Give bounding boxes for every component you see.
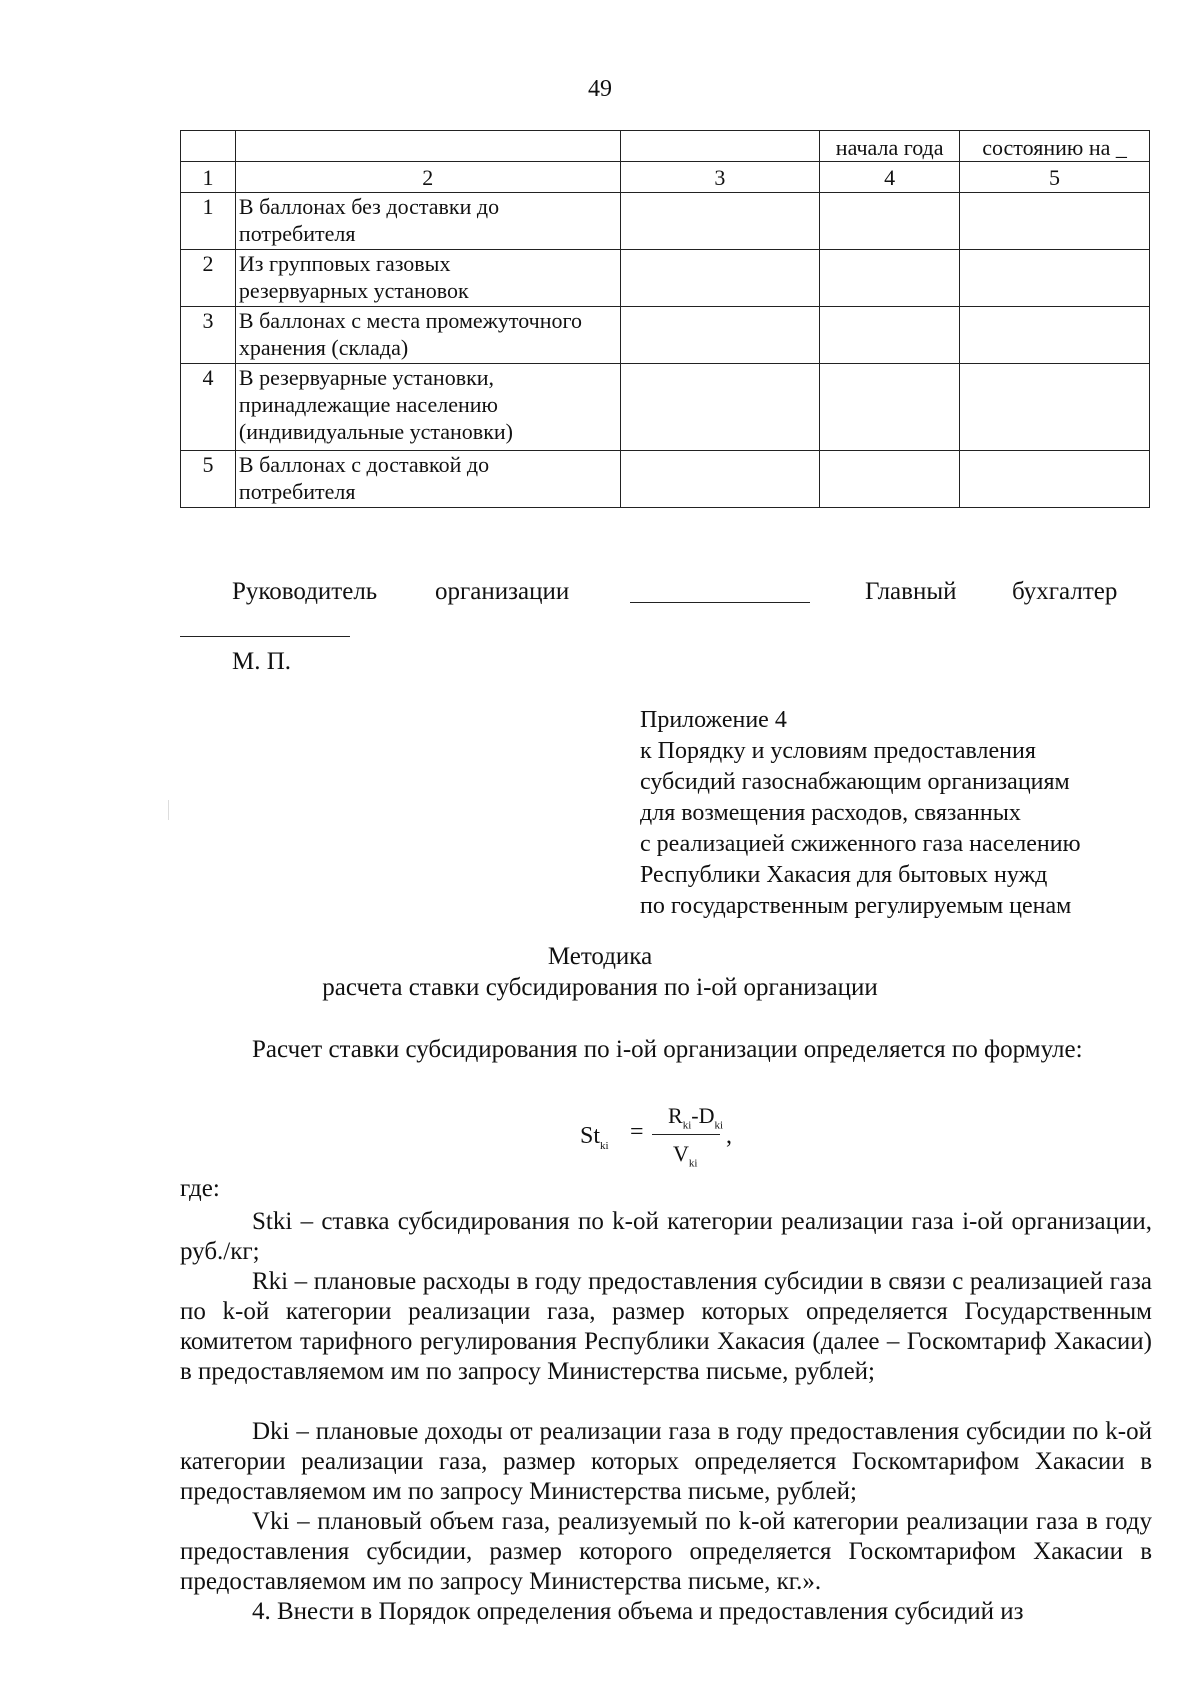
table-cell xyxy=(620,131,820,162)
table-cell: 5 xyxy=(960,162,1150,193)
table-cell: 2 xyxy=(235,162,620,193)
label-line: потребителя xyxy=(238,221,356,246)
signature-line xyxy=(180,636,350,637)
label-line: В резервуарные установки, xyxy=(238,365,495,390)
formula-symbol: D xyxy=(698,1103,715,1128)
where-label: где: xyxy=(180,1175,220,1202)
method-subtitle: расчета ставки субсидирования по i-ой организации xyxy=(322,974,878,1001)
label-line: Из групповых газовых xyxy=(238,251,451,276)
definition-text: Dki – плановые доходы от реализации газа в году предоставления субсидии по k-ой категории реализации газа, размер которых определяется Госкомтарифом Хакасии в предоставляемом им по запросу Министерства письме, рублей; xyxy=(180,1418,1152,1505)
page-number: 49 xyxy=(588,76,612,102)
formula-symbol: R xyxy=(668,1103,683,1128)
formula-denominator xyxy=(673,1141,697,1169)
appendix-line: по государственным регулируемым ценам xyxy=(640,893,1072,919)
row-number: 4 xyxy=(181,364,236,451)
intro-text: Расчет ставки субсидирования по i-ой организации определяется по формуле: xyxy=(252,1036,1083,1063)
table-row xyxy=(181,451,1150,508)
row-label xyxy=(235,193,620,250)
empty-cell xyxy=(820,250,960,307)
empty-cell xyxy=(820,193,960,250)
formula-subscript: ki xyxy=(714,1119,724,1132)
formula-subscript: ki xyxy=(682,1119,692,1132)
row-number: 5 xyxy=(181,451,236,508)
fraction-bar xyxy=(652,1134,720,1135)
sig-accountant-label: бухгалтер xyxy=(1012,578,1118,605)
appendix-heading xyxy=(640,705,1081,922)
appendix-line: с реализацией сжиженного газа населению xyxy=(640,831,1081,857)
definition-text: Stki – ставка субсидирования по k-ой категории реализации газа i-ой организации, руб./кг; xyxy=(180,1208,1152,1265)
formula-comma: , xyxy=(726,1123,732,1149)
formula-subscript: ki xyxy=(600,1139,609,1152)
table-cell: 1 xyxy=(181,162,236,193)
empty-cell xyxy=(620,307,820,364)
appendix-line: субсидий газоснабжающим организациям xyxy=(640,769,1070,795)
table-row xyxy=(181,250,1150,307)
appendix-line: для возмещения расходов, связанных xyxy=(640,800,1021,826)
label-line: принадлежащие населению xyxy=(238,392,498,417)
row-number: 1 xyxy=(181,193,236,250)
definition-stki xyxy=(180,1207,1152,1267)
row-label xyxy=(235,364,620,451)
label-line: (индивидуальные установки) xyxy=(238,419,513,444)
table-row xyxy=(181,193,1150,250)
label-line: потребителя xyxy=(238,479,356,504)
sales-table xyxy=(180,130,1150,508)
empty-cell xyxy=(620,451,820,508)
table-cell xyxy=(181,131,236,162)
definition-text: Vki – плановый объем газа, реализуемый по k-ой категории реализации газа в году предоставления субсидии, размер которого определяется Госкомтарифом Хакасии в предоставляемом им по запросу Министерства письме, кг.». xyxy=(180,1508,1152,1595)
empty-cell xyxy=(960,364,1150,451)
empty-cell xyxy=(820,307,960,364)
label-line: В баллонах с доставкой до xyxy=(238,452,490,477)
paragraph-text: 4. Внести в Порядок определения объема и предоставления субсидий из xyxy=(252,1598,1024,1625)
table-cell: 3 xyxy=(620,162,820,193)
empty-cell xyxy=(620,193,820,250)
empty-cell xyxy=(960,250,1150,307)
empty-cell xyxy=(620,250,820,307)
intro-paragraph xyxy=(180,1035,1152,1065)
appendix-line: Республики Хакасия для бытовых нужд xyxy=(640,862,1048,888)
item-4-paragraph xyxy=(180,1597,1152,1627)
formula-subscript: ki xyxy=(688,1157,698,1170)
appendix-line: Приложение 4 xyxy=(640,707,787,733)
definition-dki xyxy=(180,1417,1152,1507)
table-row xyxy=(181,307,1150,364)
row-number: 3 xyxy=(181,307,236,364)
table-cell: 4 xyxy=(820,162,960,193)
label-line: В баллонах с места промежуточного xyxy=(238,308,582,333)
scan-artifact xyxy=(168,800,169,820)
label-line: резервуарных установок xyxy=(238,278,469,303)
sig-chief-label: Главный xyxy=(865,578,957,605)
appendix-line: к Порядку и условиям предоставления xyxy=(640,738,1036,764)
formula-lhs xyxy=(580,1123,609,1152)
table-number-row xyxy=(181,162,1150,193)
empty-cell xyxy=(820,364,960,451)
empty-cell xyxy=(960,193,1150,250)
row-label xyxy=(235,451,620,508)
table-cell: состоянию на _ xyxy=(960,131,1150,162)
definition-vki xyxy=(180,1507,1152,1597)
formula-symbol: V xyxy=(673,1141,689,1166)
signature-line xyxy=(630,602,810,603)
formula-minus: - xyxy=(691,1103,699,1128)
stamp-mark: М. П. xyxy=(232,648,292,675)
table-cell: начала года xyxy=(820,131,960,162)
table-cell xyxy=(235,131,620,162)
empty-cell xyxy=(620,364,820,451)
method-title: Методика xyxy=(547,943,653,970)
table-row xyxy=(181,364,1150,451)
row-number: 2 xyxy=(181,250,236,307)
formula-numerator xyxy=(668,1103,723,1131)
empty-cell xyxy=(960,451,1150,508)
definition-text: Rki – плановые расходы в году предоставления субсидии в связи с реализацией газа по k-ой категории реализации газа, размер которых определяется Государственным комитетом тарифного регулирования Республики Хакасия (далее – Госкомтариф Хакасии) в предоставляемом им по запросу Министерства письме, рублей; xyxy=(180,1268,1152,1385)
row-label xyxy=(235,307,620,364)
empty-cell xyxy=(820,451,960,508)
formula-symbol: St xyxy=(580,1123,601,1149)
sig-head-label: Руководитель xyxy=(232,578,378,605)
definition-rki xyxy=(180,1267,1152,1387)
empty-cell xyxy=(960,307,1150,364)
row-label xyxy=(235,250,620,307)
table-header-row xyxy=(181,131,1150,162)
sig-organization-label: организации xyxy=(435,578,570,605)
label-line: В баллонах без доставки до xyxy=(238,194,500,219)
formula-equals: = xyxy=(630,1119,644,1145)
label-line: хранения (склада) xyxy=(238,335,409,360)
